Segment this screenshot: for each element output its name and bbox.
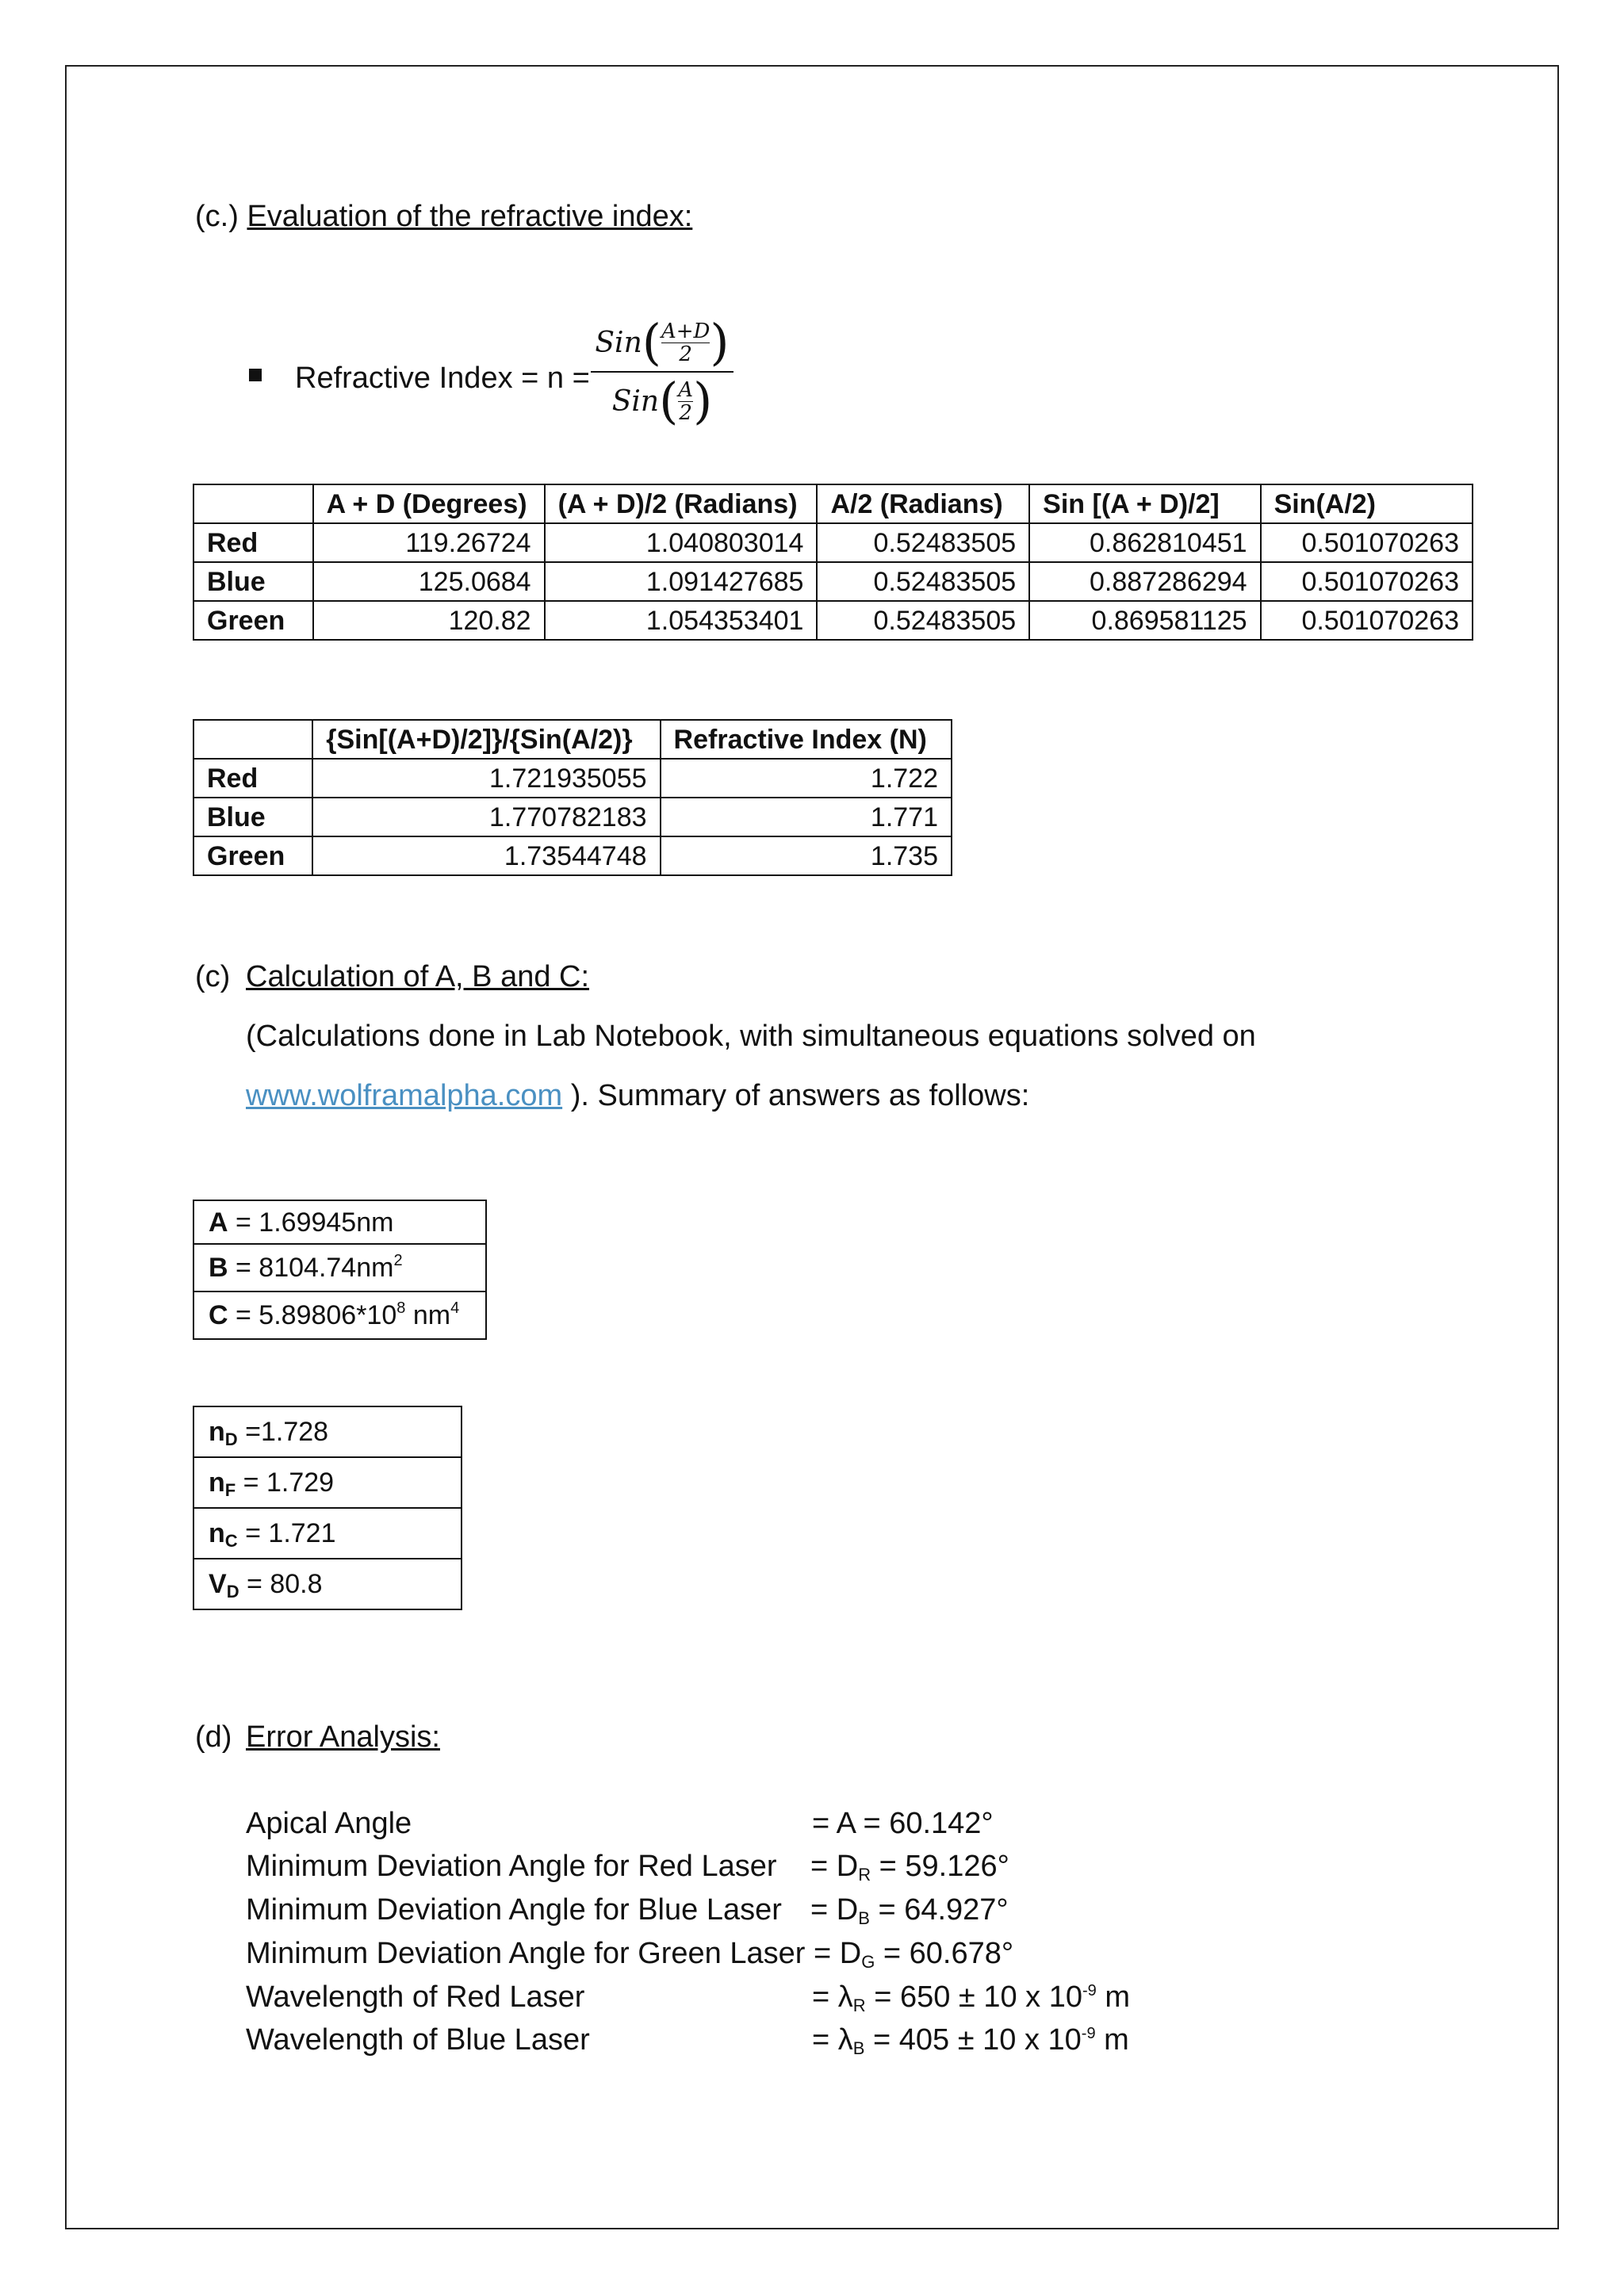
table-row bbox=[193, 1559, 462, 1609]
error-value-green-deviation: = $D_G = 60.678^\circ$ bbox=[814, 1937, 1014, 1972]
formula-denominator: Sin ( A 2 ) bbox=[611, 372, 713, 430]
index-nc: $n_C = 1.721$ bbox=[193, 1508, 462, 1559]
table-cell: 0.52483505 bbox=[817, 523, 1029, 562]
abc-summary-table bbox=[193, 1200, 487, 1340]
error-label-blue-wavelength: Wavelength of Blue Laser bbox=[246, 2023, 590, 2057]
table-cell: 0.501070263 bbox=[1261, 562, 1473, 601]
angle-sin-table bbox=[193, 484, 1473, 641]
error-value-red-wavelength: = $\lambda_R = 650 \pm 10$ x $10^{-9}$ m bbox=[812, 1980, 1130, 2015]
table-header: {Sin[(A+D)/2]}/{Sin(A/2)} bbox=[312, 720, 660, 759]
error-label-red-wavelength: Wavelength of Red Laser bbox=[246, 1980, 585, 2014]
row-label: Red bbox=[193, 759, 312, 798]
section-title-calculation bbox=[246, 959, 589, 995]
section-heading-calculation bbox=[195, 959, 230, 995]
table-cell: 1.722 bbox=[661, 759, 952, 798]
table-row bbox=[193, 1292, 486, 1339]
table-header bbox=[193, 484, 313, 523]
table-cell: 1.721935055 bbox=[312, 759, 660, 798]
table-row bbox=[193, 836, 952, 875]
section-prefix: (d) bbox=[195, 1720, 232, 1754]
section-heading-error bbox=[195, 1719, 232, 1755]
table-cell: 0.501070263 bbox=[1261, 523, 1473, 562]
table-row bbox=[193, 1406, 462, 1457]
index-nf: $n_F = 1.729$ bbox=[193, 1457, 462, 1508]
formula-den-top: A bbox=[678, 377, 694, 402]
table-header bbox=[193, 720, 312, 759]
table-cell: 0.52483505 bbox=[817, 562, 1029, 601]
table-cell: 0.52483505 bbox=[817, 601, 1029, 640]
table-row bbox=[193, 759, 952, 798]
row-label: Blue bbox=[193, 798, 312, 836]
table-header: Refractive Index (N) bbox=[661, 720, 952, 759]
formula-num-top: A+D bbox=[661, 319, 710, 343]
table-cell: 125.0684 bbox=[313, 562, 545, 601]
calculation-note-line2 bbox=[246, 1077, 1029, 1114]
error-value-blue-wavelength: = $\lambda_B = 405 \pm 10$ x $10^{-9}$ m bbox=[812, 2023, 1129, 2058]
formula-numerator: Sin ( A+D 2 ) bbox=[595, 313, 730, 371]
calculation-note-line1: (Calculations done in Lab Notebook, with simultaneous equations solved on bbox=[246, 1020, 1256, 1053]
table-header: A/2 (Radians) bbox=[817, 484, 1029, 523]
indices-summary-table bbox=[193, 1406, 462, 1610]
table-cell: 1.771 bbox=[661, 798, 952, 836]
table-row bbox=[193, 1457, 462, 1508]
calculation-note-rest: ). Summary of answers as follows: bbox=[562, 1079, 1030, 1112]
table-row bbox=[193, 562, 1473, 601]
refractive-index-formula bbox=[591, 314, 733, 430]
table-cell: 1.770782183 bbox=[312, 798, 660, 836]
row-label: Green bbox=[193, 836, 312, 875]
formula-num-fn: Sin bbox=[595, 326, 642, 359]
table-row bbox=[193, 1508, 462, 1559]
table-cell: 120.82 bbox=[313, 601, 545, 640]
table-row bbox=[193, 1200, 486, 1244]
table-row bbox=[193, 1244, 486, 1292]
table-row bbox=[193, 798, 952, 836]
formula-den-bottom: 2 bbox=[679, 400, 692, 425]
row-label: Blue bbox=[193, 562, 313, 601]
table-cell: 0.862810451 bbox=[1029, 523, 1260, 562]
table-cell: 1.091427685 bbox=[545, 562, 818, 601]
refractive-index-table bbox=[193, 719, 952, 876]
coefficient-b: $B = 8104.74nm^2$ bbox=[193, 1244, 486, 1292]
formula-label: Refractive Index = n = bbox=[295, 362, 590, 395]
section-prefix: (c) bbox=[195, 960, 231, 993]
table-header: Sin [(A + D)/2] bbox=[1029, 484, 1260, 523]
index-nd: $n_D =1.728$ bbox=[193, 1406, 462, 1457]
error-label-apical: Apical Angle bbox=[246, 1807, 412, 1840]
bullet-icon bbox=[249, 369, 262, 381]
section-heading-refractive-index bbox=[195, 198, 692, 235]
wolframalpha-link[interactable]: www.wolframalpha.com bbox=[246, 1079, 563, 1112]
table-header-row bbox=[193, 720, 952, 759]
error-value-blue-deviation: = $D_B = 64.927^\circ$ bbox=[810, 1893, 1009, 1928]
table-header: (A + D)/2 (Radians) bbox=[545, 484, 818, 523]
error-label-red-deviation: Minimum Deviation Angle for Red Laser bbox=[246, 1850, 777, 1883]
error-label-green-deviation: Minimum Deviation Angle for Green Laser = $D_G = 60.678^\circ$ bbox=[246, 1937, 1014, 1972]
table-row bbox=[193, 601, 1473, 640]
table-header: A + D (Degrees) bbox=[313, 484, 545, 523]
table-header: Sin(A/2) bbox=[1261, 484, 1473, 523]
table-cell: 1.735 bbox=[661, 836, 952, 875]
coefficient-a: A = 1.69945nm bbox=[193, 1200, 486, 1244]
table-header-row bbox=[193, 484, 1473, 523]
formula-num-bottom: 2 bbox=[679, 342, 692, 366]
row-label: Red bbox=[193, 523, 313, 562]
section-title: Error Analysis: bbox=[246, 1720, 440, 1754]
section-title: Evaluation of the refractive index: bbox=[247, 200, 693, 233]
table-cell: 0.887286294 bbox=[1029, 562, 1260, 601]
error-label-blue-deviation: Minimum Deviation Angle for Blue Laser bbox=[246, 1893, 782, 1927]
table-cell: 0.869581125 bbox=[1029, 601, 1260, 640]
table-cell: 1.040803014 bbox=[545, 523, 818, 562]
table-row bbox=[193, 523, 1473, 562]
error-value-red-deviation: = $D_R = 59.126^\circ$ bbox=[810, 1850, 1009, 1885]
table-cell: 1.054353401 bbox=[545, 601, 818, 640]
formula-den-fn: Sin bbox=[611, 385, 660, 418]
error-value-apical: = A = 60.142° bbox=[812, 1807, 994, 1840]
table-cell: 0.501070263 bbox=[1261, 601, 1473, 640]
section-title: Calculation of A, B and C: bbox=[246, 960, 590, 993]
abbe-number: $V_D = 80.8$ bbox=[193, 1559, 462, 1609]
table-cell: 1.73544748 bbox=[312, 836, 660, 875]
table-cell: 119.26724 bbox=[313, 523, 545, 562]
section-title-error bbox=[246, 1719, 440, 1755]
row-label: Green bbox=[193, 601, 313, 640]
coefficient-c: $C = 5.89806*10^8$ $nm^4$ bbox=[193, 1292, 486, 1339]
section-prefix: (c.) bbox=[195, 200, 239, 233]
